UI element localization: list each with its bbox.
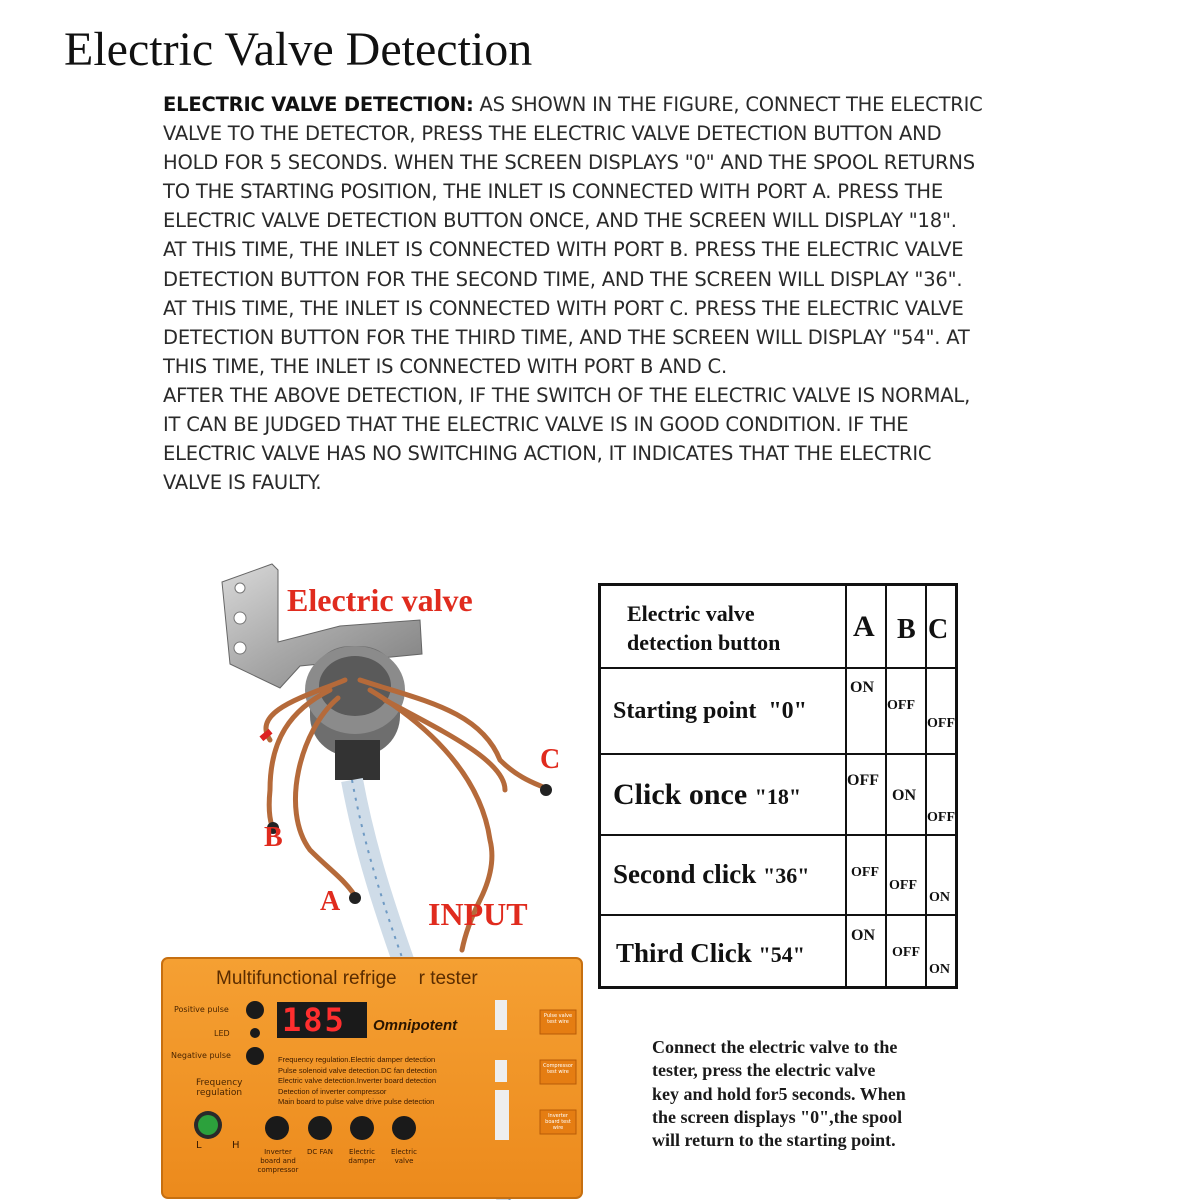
pulse-valve-tag: Pulse valve test wire — [543, 1013, 573, 1025]
state-cell: OFF — [927, 810, 955, 825]
tester-description: Frequency regulation.Electric damper detection Pulse solenoid valve detection.DC fan detection Electric valve detection.Inverter board detection Detection of inverter compressor Main board to pulse valve drive pulse detection — [278, 1055, 437, 1106]
paragraph-line: THIS TIME, THE INLET IS CONNECTED WITH PORT B AND C. — [163, 354, 727, 378]
electric-valve-button-label: Electric valve — [391, 1148, 417, 1165]
caption-line: tester, press the electric valve — [652, 1060, 876, 1081]
state-cell: ON — [851, 927, 875, 944]
frequency-regulation-label: Frequency regulation — [196, 1078, 243, 1098]
column-c-header: C — [928, 614, 949, 645]
state-cell: ON — [929, 890, 950, 905]
paragraph-line: VALVE TO THE DETECTOR, PRESS THE ELECTRIC VALVE DETECTION BUTTON AND — [163, 122, 942, 146]
positive-pulse-label: Positive pulse — [174, 1005, 229, 1014]
state-cell: OFF — [847, 772, 879, 789]
caption — [652, 1036, 972, 1152]
tester-header: Multifunctional refrige r tester — [216, 968, 478, 989]
inverter-board-tag: Inverter board test wire — [545, 1113, 571, 1131]
state-cell: OFF — [889, 878, 917, 893]
paragraph-line: AT THIS TIME, THE INLET IS CONNECTED WITH PORT C. PRESS THE ELECTRIC VALVE — [163, 296, 964, 320]
state-cell: ON — [892, 787, 916, 804]
state-cell: OFF — [892, 945, 920, 960]
page-title: Electric Valve Detection — [64, 23, 533, 76]
row-label: Click once "18" — [613, 778, 802, 811]
valve-tester-photo — [160, 560, 585, 1200]
paragraph-line: HOLD FOR 5 SECONDS. WHEN THE SCREEN DISPLAYS "0" AND THE SPOOL RETURNS — [163, 151, 975, 175]
port-b-label: B — [264, 822, 283, 853]
caption-line: key and hold for5 seconds. When — [652, 1083, 906, 1104]
paragraph-line: VALVE IS FAULTY. — [163, 471, 322, 495]
electric-valve-label: Electric valve — [287, 582, 473, 618]
paragraph-line: AT THIS TIME, THE INLET IS CONNECTED WITH PORT B. PRESS THE ELECTRIC VALVE — [163, 238, 964, 262]
state-table — [598, 583, 958, 989]
tester-display: 185 — [282, 1001, 346, 1039]
paragraph-line: ELECTRIC VALVE DETECTION BUTTON ONCE, AND THE SCREEN WILL DISPLAY "18". — [163, 209, 957, 233]
paragraph-lead: ELECTRIC VALVE DETECTION: — [163, 93, 474, 116]
paragraph-line: AS SHOWN IN THE FIGURE, CONNECT THE ELECTRIC — [473, 93, 983, 116]
port-c-label: C — [540, 744, 561, 775]
paragraph-line: AFTER THE ABOVE DETECTION, IF THE SWITCH OF THE ELECTRIC VALVE IS NORMAL, — [163, 383, 971, 407]
valve-body — [305, 646, 405, 780]
state-cell: ON — [929, 962, 950, 977]
column-a-header: A — [853, 610, 875, 643]
row-label: Second click "36" — [613, 859, 810, 889]
state-cell: OFF — [851, 865, 879, 880]
port-a-label: A — [320, 886, 341, 917]
input-label: INPUT — [428, 896, 528, 932]
caption-line: Connect the electric valve to the — [652, 1037, 898, 1057]
dc-fan-button-label: DC FAN — [307, 1148, 333, 1156]
state-cell: OFF — [887, 698, 915, 713]
caption-line: will return to the starting point. — [652, 1130, 896, 1151]
paragraph-line: TO THE STARTING POSITION, THE INLET IS CONNECTED WITH PORT A. PRESS THE — [163, 180, 943, 204]
paragraph-line: ELECTRIC VALVE HAS NO SWITCHING ACTION, IT INDICATES THAT THE ELECTRIC — [163, 442, 932, 466]
column-b-header: B — [897, 614, 916, 645]
caption-line: the screen displays "0",the spool — [652, 1106, 903, 1127]
state-cell: OFF — [927, 716, 955, 731]
table-header-label: Electric valve detection button — [627, 601, 781, 655]
instructions-paragraph — [163, 90, 983, 497]
row-label: Third Click "54" — [616, 938, 805, 968]
high-label: H — [232, 1140, 240, 1151]
negative-pulse-label: Negative pulse — [171, 1051, 231, 1060]
paragraph-line: DETECTION BUTTON FOR THE THIRD TIME, AND THE SCREEN WILL DISPLAY "54". AT — [163, 325, 970, 349]
low-label: L — [196, 1140, 202, 1151]
electric-damper-button-label: Electric damper — [348, 1148, 376, 1165]
row-label: Starting point "0" — [613, 698, 808, 724]
tester-brand: Omnipotent — [373, 1017, 458, 1034]
paragraph-line: IT CAN BE JUDGED THAT THE ELECTRIC VALVE IS IN GOOD CONDITION. IF THE — [163, 413, 909, 437]
state-cell: ON — [850, 679, 874, 696]
compressor-tag: Compressor test wire — [543, 1063, 573, 1075]
paragraph-line: DETECTION BUTTON FOR THE SECOND TIME, AND THE SCREEN WILL DISPLAY "36". — [163, 267, 963, 291]
led-label: LED — [214, 1029, 230, 1038]
inverter-button-label: Inverter board and compressor — [257, 1148, 299, 1174]
